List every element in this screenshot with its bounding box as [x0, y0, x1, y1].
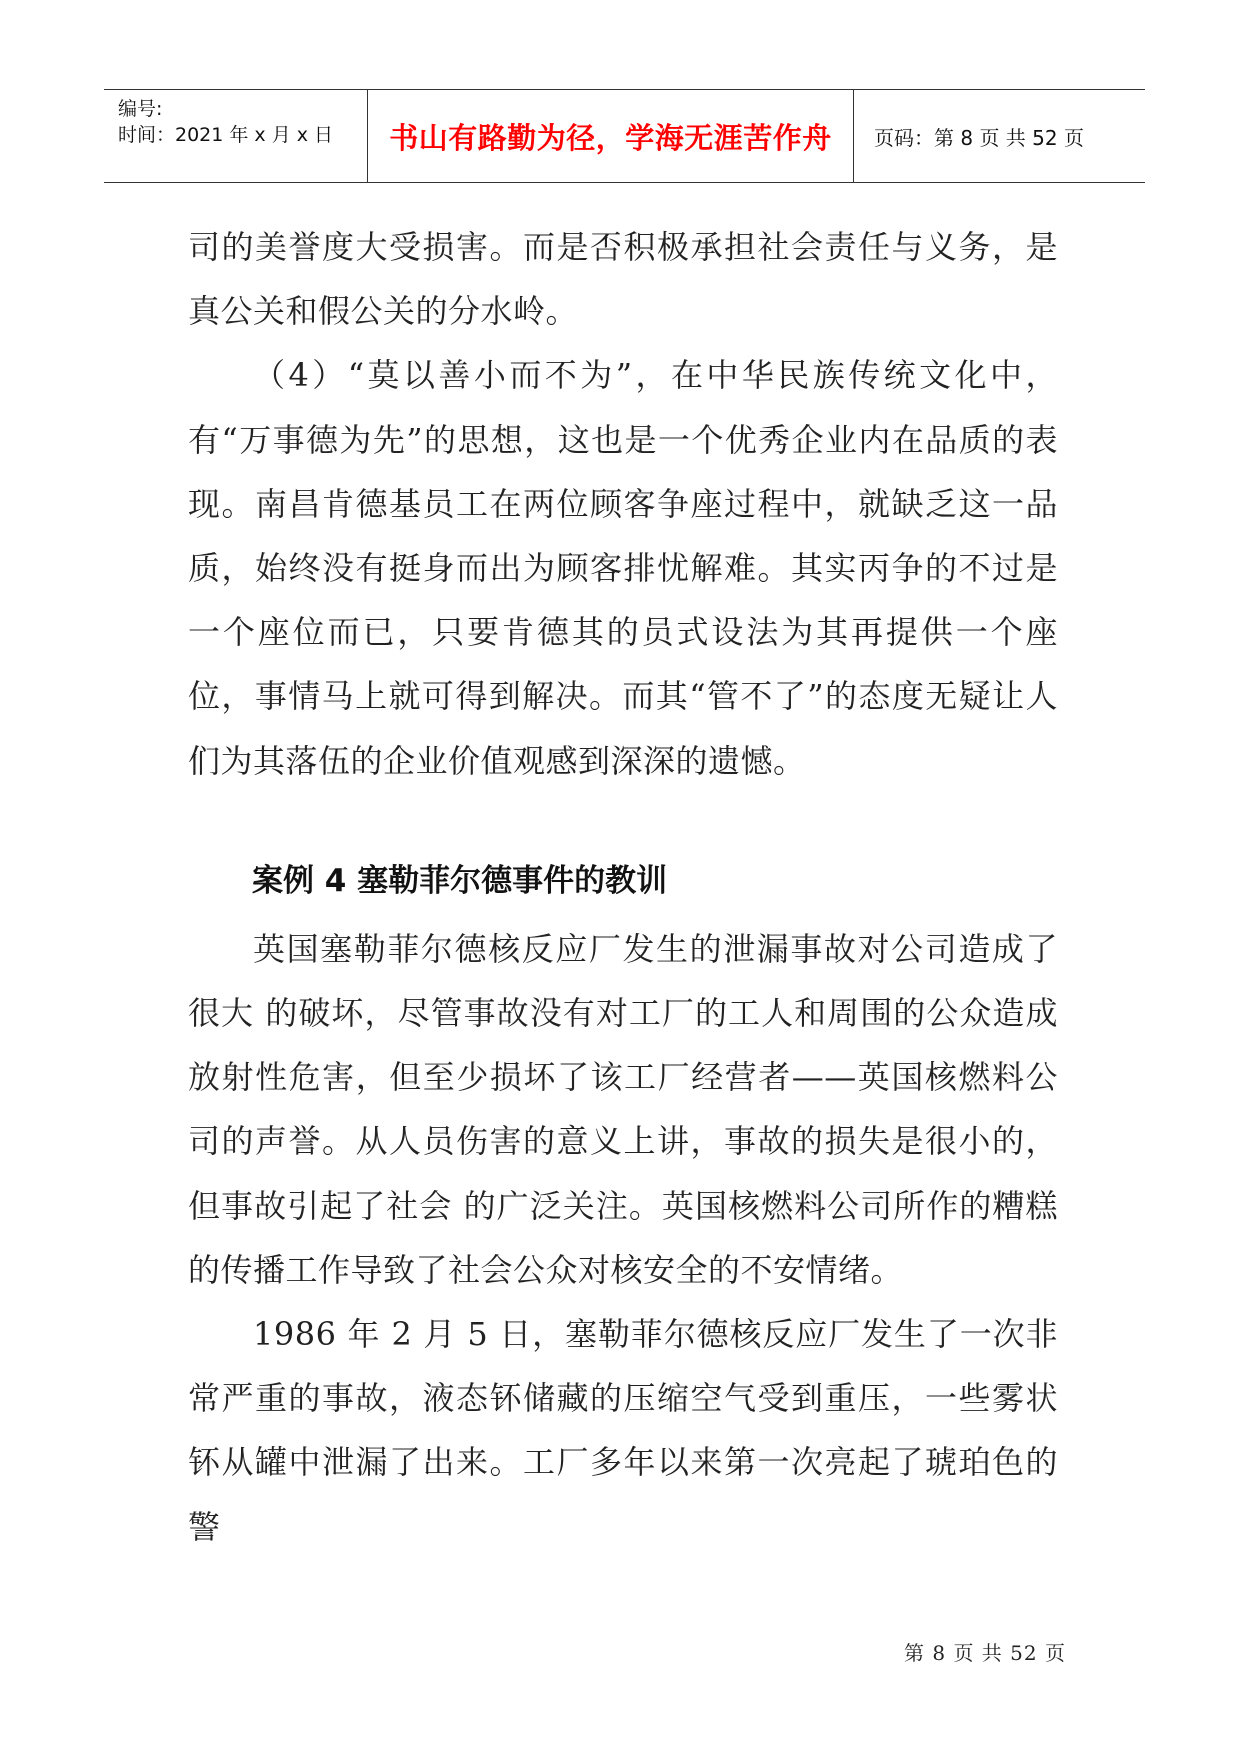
spacer: [188, 793, 1058, 845]
header-page-number: 页码：第 8 页 共 52 页: [874, 125, 1084, 150]
document-body: [188, 215, 1058, 1559]
header-motto: 书山有路勤为径，学海无涯苦作舟: [389, 120, 832, 155]
paragraph-point-4: （4）“莫以善小而不为”，在中华民族传统文化中，有“万事德为先”的思想，这也是一个优秀企业内在品质的表现。南昌肯德基员工在两位顾客争座过程中，就缺乏这一品质，始终没有挺身而出为顾客排忧解难。其实丙争的不过是一个座位而已，只要肯德其的员式设法为其再提供一个座位，事情马上就可得到解决。而其“管不了”的态度无疑让人们为其落伍的企业价值观感到深深的遗憾。: [188, 356, 1058, 780]
case-heading: 案例 4 塞勒菲尔德事件的教训: [252, 862, 668, 899]
paragraph-case-event: 1986 年 2 月 5 日，塞勒菲尔德核反应厂发生了一次非常严重的事故，液态钚储藏的压缩空气受到重压，一些雾状钚从罐中泄漏了出来。工厂多年以来第一次亮起了琥珀色的警: [188, 1315, 1058, 1546]
header-page-cell: [854, 90, 1145, 182]
document-time-label: 时间：2021 年 x 月 x 日: [118, 124, 334, 146]
paragraph-case-intro: 英国塞勒菲尔德核反应厂发生的泄漏事故对公司造成了很大 的破坏，尽管事故没有对工厂的工人和周围的公众造成放射性危害，但至少损坏了该工厂经营者——英国核燃料公司的声誉。从人员伤害的意义上讲，事故的损失是很小的，但事故引起了社会 的广泛关注。英国核燃料公司所作的糟糕的传播工作导致了社会公众对核安全的不安情绪。: [188, 929, 1058, 1289]
page-header: [104, 89, 1145, 183]
page-footer: 第 8 页 共 52 页: [904, 1641, 1066, 1665]
paragraph-continuation: 司的美誉度大受损害。而是否积极承担社会责任与义务，是真公关和假公关的分水岭。: [188, 228, 1058, 331]
document-number-label: 编号:: [118, 98, 163, 120]
header-motto-cell: [368, 90, 854, 182]
header-meta-cell: [104, 90, 368, 182]
